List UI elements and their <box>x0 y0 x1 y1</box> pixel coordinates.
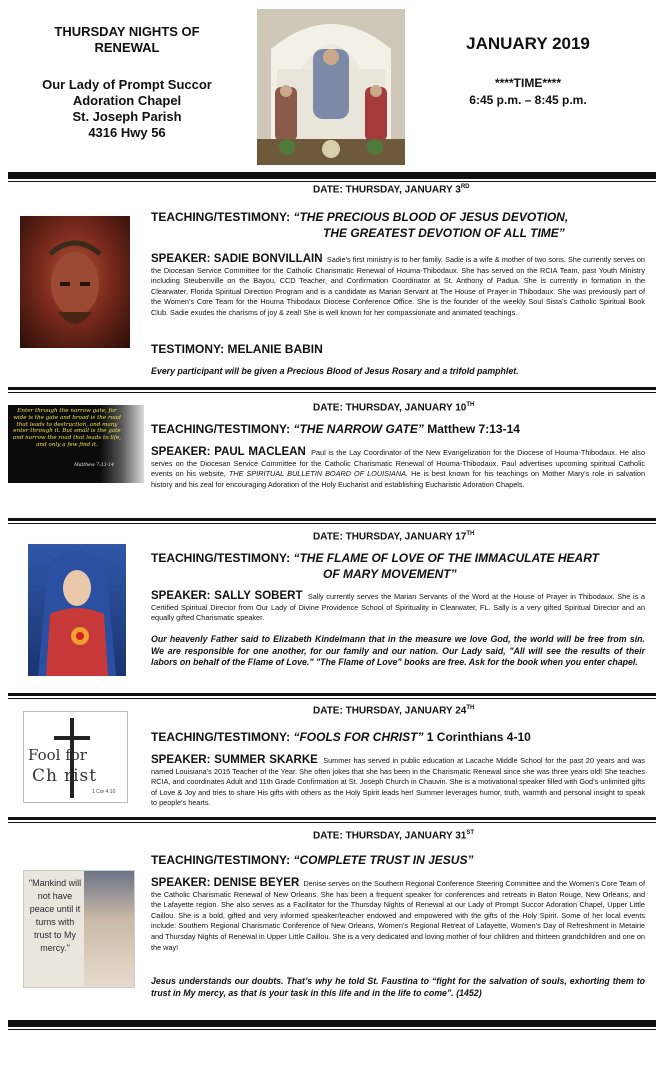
jesus-crown-of-thorns-image <box>20 216 130 348</box>
image-text-fool-for: Fool for <box>28 746 87 764</box>
time-range: 6:45 p.m. – 8:45 p.m. <box>469 93 587 107</box>
event-jan-3 <box>8 184 656 389</box>
website-name: THE SPIRITUAL BULLETIN BOARD OF LOUISIANA. <box>228 469 409 479</box>
location-line: Adoration Chapel <box>72 93 182 108</box>
flyer-header <box>0 0 659 172</box>
event-note: Every participant will be given a Precious Blood of Jesus Rosary and a trifold pamphlet. <box>151 366 519 376</box>
speaker-name: SADIE BONVILLAIN <box>213 253 323 265</box>
event-date: DATE: THURSDAY, JANUARY 3RD <box>313 184 470 196</box>
divine-mercy-quote: "Mankind will not have peace until it turns with trust to My mercy." <box>28 878 82 953</box>
teaching-title: TEACHING/TESTIMONY: “COMPLETE TRUST IN JESUS” <box>151 853 474 867</box>
speaker-name: DENISE BEYER <box>213 877 300 889</box>
narrow-gate-verse: Enter through the narrow gate, for wide is the gate and broad is the road that leads to destruction, and many enter through it. But small is the gate and narrow the road that leads to life, and only a few find it. <box>12 408 122 448</box>
teaching-title: TEACHING/TESTIMONY: “THE NARROW GATE” Matthew 7:13-14 <box>151 422 520 436</box>
event-note: Our heavenly Father said to Elizabeth Kindelmann that in the measure we love God, the world will be free from sin. We are responsible for one another, for our family and our nation. Our Lady said, "All will see the results of their labors on behalf of the Flame of Love." "The Flame of Love" books are free. Ask for the book when you enter chapel. <box>151 634 645 667</box>
speaker-name: PAUL MACLEAN <box>214 446 306 458</box>
header-right <box>428 34 628 109</box>
scripture-ref: 1 Corinthians 4-10 <box>423 730 531 744</box>
event-date: DATE: THURSDAY, JANUARY 31ST <box>313 830 475 842</box>
speaker-bio: SPEAKER: DENISE BEYER Denise serves on the Southern Regional Conference Steering Committee and the Women’s Core Team of the Catholic Charismatic Renewal of New Orleans. She has been a frequent speaker for conferences and retreats in Baton Rouge, New Orleans, and the Lafayette region. She also serves as a Facilitator for the Thursday Nights of Renewal at our Lady of Prompt Succor Adoration Chapel, Upper Little Caillou. She is a bold, gifted and very informed speaker/teacher endowed and empowered with the gifts of the Holy Spirit. Some of her local events include: Southern Regional Charismatic Conference of New Orleans, Women’s Regional Retreat of Lafayette, Women’s Day of Refreshment in Metairie and Thursday Nights of Renewal in Upper Little Caillou. She is a very dedicated and loving mother of four children and thirteen grandchildren and one on the way! <box>151 877 645 952</box>
time-block <box>428 75 628 109</box>
divider <box>8 387 656 390</box>
speaker-bio: SPEAKER: SALLY SOBERT Sally currently serves the Marian Servants of the Word at the House of Prayer in Thibodaux. She is a Certified Spiritual Director from Our Lady of Divine Providence School of Spirituality in Clearwater, FL. Sally is a very gifted Spiritual Director and an equally gifted Charismatic speaker. <box>151 590 645 623</box>
fool-for-christ-image <box>23 711 128 803</box>
image-ref: 1 Cor 4:10 <box>92 789 116 795</box>
event-series-title: THURSDAY NIGHTS OF RENEWAL <box>54 24 200 55</box>
narrow-gate-ref: Matthew 7:13-14 <box>74 463 114 468</box>
speaker-bio: SPEAKER: PAUL MACLEAN Paul is the Lay Coordinator of the New Evangelization for the Diocese of Houma-Thibodaux. He also serves on the Diocesan Service Committee for the Catholic Charismatic Renewal of Houma-Thibodaux. Paul advertises upcoming spiritual Catholic events on his website, THE SPIRITUAL BULLETIN BOARD OF LOUISIANA. He is best known for his teachings on Mother Mary’s role in salvation history and his zeal for encouraging Adoration of the Holy Eucharist and establishing Eucharistic Adoration Chapels. <box>151 446 645 489</box>
divider <box>8 172 656 179</box>
testimony-name: TESTIMONY: MELANIE BABIN <box>151 342 323 356</box>
image-text-christ: Ch rist <box>32 766 98 786</box>
event-jan-31 <box>8 830 656 1020</box>
location-line: St. Joseph Parish <box>72 109 182 124</box>
event-note: Jesus understands our doubts. That’s why he told St. Faustina to “fight for the salvation of souls, exhorting them to trust in My mercy, as that is your task in this life and in the life to come”. (1452) <box>151 976 645 998</box>
narrow-gate-image <box>8 405 144 483</box>
speaker-name: SUMMER SKARKE <box>214 754 318 766</box>
location-line: 4316 Hwy 56 <box>88 125 166 140</box>
speaker-bio: SPEAKER: SADIE BONVILLAIN Sadie’s first ministry is to her family. Sadie is a wife & mother of two sons. She currently serves on the Diocesan Service Committee for the Catholic Charismatic Renewal of Houma-Thibodaux. She has served on the RCIA Team, past Youth Ministry including Steubenville on the Bayou, CCD Teacher, and Confirmation Coordinator at St. Anthony of Padua. She is currently in formation in the Clearwater, Florida Spiritual Direction Program and is a candidate as Marian Servant at The House of Prayer in Thibodaux. She was previously part of the Women’s Core Team for the Houma Thibodaux Diocese Conference Office. She is the founder of the weekly Soul Sista’s Catholic Spiritual Book Club. Sadie exudes the charisms of joy & zeal! She is well known for her compassionate and animated teachings. <box>151 253 645 317</box>
header-left <box>22 24 232 141</box>
event-date: DATE: THURSDAY, JANUARY 10TH <box>313 402 475 414</box>
teaching-title: TEACHING/TESTIMONY: “THE FLAME OF LOVE OF THE IMMACULATE HEART OF MARY MOVEMENT” <box>151 551 599 581</box>
event-date: DATE: THURSDAY, JANUARY 17TH <box>313 531 475 543</box>
divider <box>8 817 656 820</box>
scripture-ref: Matthew 7:13-14 <box>423 422 520 436</box>
speaker-bio: SPEAKER: SUMMER SKARKE Summer has served in public education at Lacache Middle School for the past 20 years and was named Louisiana’s 2015 Teacher of the Year. She often jokes that she has been in the Charismatic Renewal since she was three years old! She teaches RCIA, and coordinates Adult and 11th Grade Confirmation at St. Joseph Church in Chauvin. She is a motivational speaker filled with God’s unlimited gifts of Love & Joy and tries to share His gifts with others as the Holy Spirit leads her! Summer leverages humor, truth, warmth and personal insight to speak to people’s hearts. <box>151 754 646 808</box>
event-jan-17 <box>8 531 656 691</box>
teaching-title: TEACHING/TESTIMONY: “THE PRECIOUS BLOOD OF JESUS DEVOTION, THE GREATEST DEVOTION OF ALL TIME” <box>151 210 569 240</box>
divider <box>8 518 656 521</box>
divine-mercy-image <box>23 870 135 988</box>
altar-image <box>257 9 405 165</box>
event-jan-24 <box>8 705 656 815</box>
divider <box>8 693 656 696</box>
divider <box>8 1020 656 1027</box>
location-line: Our Lady of Prompt Succor <box>42 77 212 92</box>
event-jan-10 <box>8 402 656 517</box>
month-title: JANUARY 2019 <box>466 34 590 53</box>
teaching-title: TEACHING/TESTIMONY: “FOOLS FOR CHRIST” 1 Corinthians 4-10 <box>151 730 531 744</box>
immaculate-heart-of-mary-image <box>28 544 126 676</box>
speaker-name: SALLY SOBERT <box>214 590 303 602</box>
event-date: DATE: THURSDAY, JANUARY 24TH <box>313 705 475 717</box>
time-label: ****TIME**** <box>494 76 562 90</box>
